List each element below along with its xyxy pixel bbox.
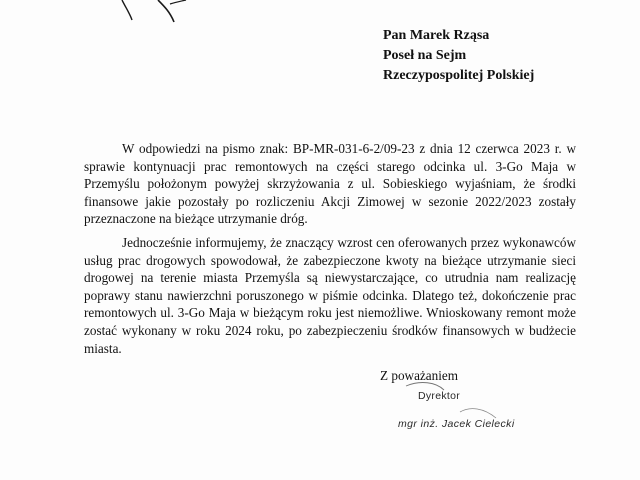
recipient-institution: Rzeczypospolitej Polskiej [383,68,535,83]
recipient-title: Poseł na Sejm [383,48,467,63]
signatory-name: mgr inż. Jacek Cielecki [398,418,515,430]
body-paragraph-2: Jednocześnie informujemy, że znaczący wzrost cen oferowanych przez wykonawców usług prac drogowych spowodował, że zabezpieczone kwoty na bieżące utrzymanie sieci drogowej na terenie miasta Przemyśla są niewystarczające, co utrudnia nam realizację poprawy stanu nawierzchni poruszonego w piśmie odcinka. Dlatego też, dokończenie prac remontowych ul. 3-Go Maja w bieżącym roku jest niemożliwe. Wnioskowany remont może zostać wykonany w roku 2024 roku, po zabezpieczeniu środków finansowych w budżecie miasta. [84,234,576,356]
recipient-name: Pan Marek Rząsa [383,28,490,43]
pen-mark-icon [118,0,188,24]
body-paragraph-1: W odpowiedzi na pismo znak: BP-MR-031-6-2/09-23 z dnia 12 czerwca 2023 r. w sprawie kontynuacji prac remontowych na części starego odcinka ul. 3-Go Maja w Przemyślu położonym powyżej skrzyżowania z ul. Sobieskiego wyjaśniam, że środki finansowe jakie pozostały po rozliczeniu Akcji Zimowej w sezonie 2022/2023 zostały przeznaczone na bieżące utrzymanie dróg. [84,141,576,227]
closing-greeting: Z poważaniem [380,368,458,383]
recipient-block [383,26,633,86]
signatory-title: Dyrektor [418,390,461,402]
letter-body [84,140,576,363]
